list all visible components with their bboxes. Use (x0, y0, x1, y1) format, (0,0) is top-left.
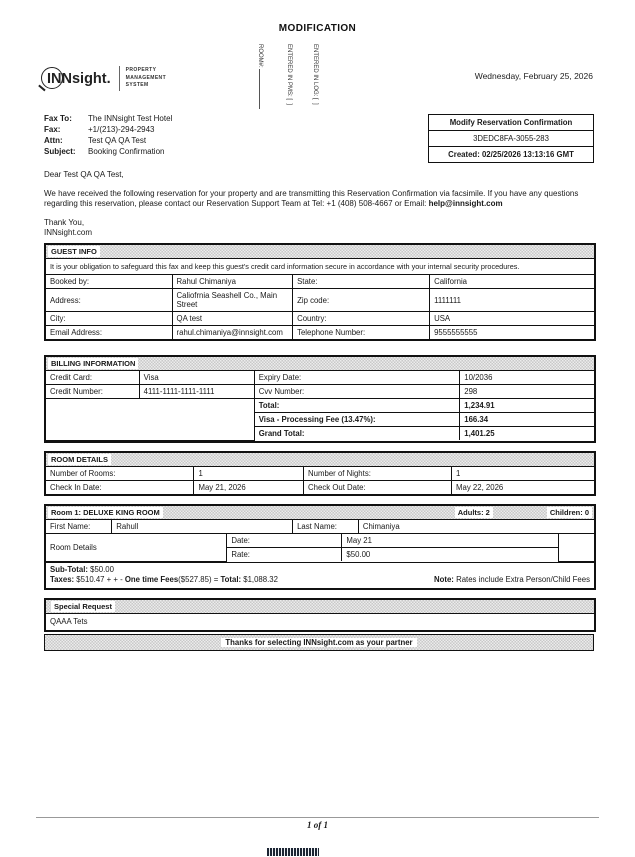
letter-body (44, 170, 596, 239)
entered-in-pms-vertical-label: ENTERED IN PMS: [ ] (286, 44, 292, 106)
taxes-line (50, 575, 590, 585)
last-name-label: Last Name: (293, 520, 359, 533)
attn-value: Test QA QA Test (88, 136, 147, 145)
confirmation-title: Modify Reservation Confirmation (429, 115, 593, 131)
innsight-logo (44, 66, 166, 91)
date-label: Date: (227, 534, 342, 548)
processing-fee-label: Visa - Processing Fee (13.47%): (254, 413, 460, 427)
rate-empty-cell (558, 534, 594, 562)
logo-brand-text: INNsight. (47, 70, 111, 87)
attn-label: Attn: (44, 136, 63, 145)
email-value: rahul.chimaniya@innsight.com (172, 326, 293, 340)
billing-table (46, 371, 594, 441)
subject-value: Booking Confirmation (88, 147, 165, 156)
expiry-value: 10/2036 (460, 371, 594, 385)
rate-value: $50.00 (342, 548, 558, 562)
one-time-fees-amount: ($527.85) = (178, 574, 221, 584)
credit-card-label: Credit Card: (46, 371, 139, 385)
country-label: Country: (293, 312, 430, 326)
guest-info-header (46, 245, 594, 259)
number-of-nights-value: 1 (452, 467, 595, 481)
state-label: State: (293, 275, 430, 289)
billing-empty-cell (46, 399, 254, 441)
taxes-amount: $510.47 + + - (74, 574, 125, 584)
rate-label: Rate: (227, 548, 342, 562)
fax-recipient-block (44, 113, 172, 157)
number-of-nights-label: Number of Nights: (304, 467, 452, 481)
email-label: Email Address: (46, 326, 172, 340)
telephone-label: Telephone Number: (293, 326, 430, 340)
room-number-line (259, 69, 265, 109)
table-row (46, 467, 594, 481)
total-value: 1,234.91 (460, 399, 594, 413)
grand-total-value: 1,401.25 (460, 427, 594, 441)
table-row (46, 534, 594, 548)
letter-signature: INNsight.com (44, 228, 93, 237)
tagline-line: PROPERTY (125, 66, 157, 73)
check-out-value: May 22, 2026 (452, 481, 595, 495)
table-row (46, 371, 594, 385)
confirmation-created: Created: 02/25/2026 13:13:16 GMT (448, 150, 574, 159)
check-out-label: Check Out Date: (304, 481, 452, 495)
thanks-bar-text: Thanks for selecting INNsight.com as your partner (221, 638, 416, 647)
table-row (46, 399, 594, 413)
room-details-title: ROOM DETAILS (48, 454, 111, 465)
total-label: Total: (254, 399, 460, 413)
fax-to-row (44, 113, 172, 124)
entered-in-log-vertical-label: ENTERED IN LOG: [ ] (312, 44, 318, 105)
credit-card-value: Visa (139, 371, 254, 385)
logo-divider (119, 66, 120, 91)
table-row (46, 520, 594, 533)
fax-to-value: The INNsight Test Hotel (88, 114, 173, 123)
room-number-vertical-label (257, 44, 265, 109)
logo-tagline (126, 67, 166, 90)
check-in-value: May 21, 2026 (194, 481, 304, 495)
room1-totals-strip (46, 562, 594, 588)
one-time-fees-label: One time Fees (124, 574, 179, 584)
city-label: City: (46, 312, 172, 326)
cvv-label: Cvv Number: (254, 385, 460, 399)
magnifier-lens-icon (41, 67, 63, 89)
tagline-line: MANAGEMENT (125, 74, 167, 81)
confirmation-code: 3DEDC8FA-3055-283 (429, 131, 593, 147)
note-text: Rates include Extra Person/Child Fees (453, 574, 590, 584)
city-value: QA test (172, 312, 293, 326)
credit-number-label: Credit Number: (46, 385, 139, 399)
fax-barcode (267, 848, 319, 856)
zip-code-label: Zip code: (293, 289, 430, 312)
billing-section (44, 355, 596, 443)
telephone-value: 9555555555 (430, 326, 594, 340)
date-value: May 21 (342, 534, 558, 548)
table-row (46, 326, 594, 340)
zip-code-value: 1111111 (430, 289, 594, 312)
room1-title: Room 1: DELUXE KING ROOM (48, 507, 163, 518)
note-label: Note: (433, 574, 454, 584)
letter-paragraph (44, 189, 596, 210)
expiry-label: Expiry Date: (254, 371, 460, 385)
special-request-header (46, 600, 594, 614)
state-value: California (430, 275, 594, 289)
room1-adults: Adults: 2 (455, 507, 493, 518)
guest-info-table (46, 275, 594, 339)
letter-thanks: Thank You, (44, 217, 85, 227)
room1-rate-table (46, 533, 594, 562)
subtotal-label: Sub-Total: (50, 564, 88, 574)
billing-title: BILLING INFORMATION (48, 358, 138, 369)
fax-number-value: +1/(213)-294-2943 (88, 125, 155, 134)
credit-number-value: 4111-1111-1111-1111 (139, 385, 254, 399)
room-details-header (46, 453, 594, 467)
special-request-section (44, 598, 596, 632)
grand-total-label: Grand Total: (254, 427, 460, 441)
reservation-confirmation-box (428, 114, 594, 163)
taxes-label: Taxes: (50, 574, 75, 584)
number-of-rooms-label: Number of Rooms: (46, 467, 194, 481)
salutation: Dear Test QA QA Test, (44, 170, 124, 179)
last-name-value: Chimaniya (358, 520, 594, 533)
room-details-cell-label: Room Details (46, 534, 227, 562)
subtotal-line (50, 565, 590, 575)
booked-by-value: Rahul Chimaniya (172, 275, 293, 289)
room-number-text: ROOM#: (257, 44, 263, 70)
guest-info-section (44, 243, 596, 341)
subtotal-value: $50.00 (87, 564, 114, 574)
first-name-value: Rahull (112, 520, 293, 533)
room-details-section (44, 451, 596, 496)
table-row (46, 481, 594, 495)
table-row (46, 275, 594, 289)
room1-section (44, 504, 596, 590)
letter-text: We have received the following reservation for your property and are transmitting this Reservation Confirmation via facsimile. If you have any questions regarding this reservation, please contact our Reservation Support Team at Tel: +1 (408) 508-4667 or Email: (44, 188, 579, 208)
table-row (46, 312, 594, 326)
room1-header (46, 506, 594, 520)
room1-name-table (46, 520, 594, 533)
fax-number-row (44, 124, 172, 135)
table-row (46, 289, 594, 312)
document-date: Wednesday, February 25, 2026 (474, 71, 593, 81)
thanks-bar (44, 634, 594, 651)
room1-total-value: $1,088.32 (241, 574, 278, 584)
processing-fee-value: 166.34 (460, 413, 594, 427)
footer-divider (36, 817, 599, 818)
room-details-table (46, 467, 594, 494)
country-value: USA (430, 312, 594, 326)
attn-row (44, 135, 172, 146)
document-title: MODIFICATION (278, 23, 357, 34)
check-in-label: Check In Date: (46, 481, 194, 495)
address-value: Caliofrnia Seashell Co., Main Street (172, 289, 293, 312)
support-email: help@innsight.com (428, 199, 503, 208)
fax-to-label: Fax To: (44, 114, 72, 123)
tagline-line: SYSTEM (125, 82, 149, 89)
innsight-logo-wordmark (44, 69, 111, 89)
fax-number-label: Fax: (44, 125, 61, 134)
room1-total-label: Total: (220, 574, 242, 584)
guest-info-title: GUEST INFO (48, 246, 100, 257)
number-of-rooms-value: 1 (194, 467, 304, 481)
table-row (46, 385, 594, 399)
page-number: 1 of 1 (307, 820, 328, 830)
billing-header (46, 357, 594, 371)
note-line (434, 575, 590, 585)
cvv-value: 298 (460, 385, 594, 399)
subject-label: Subject: (44, 147, 76, 156)
special-request-title: Special Request (51, 601, 115, 612)
subject-row (44, 146, 172, 157)
first-name-label: First Name: (46, 520, 112, 533)
booked-by-label: Booked by: (46, 275, 172, 289)
special-request-value: QAAA Tets (50, 617, 88, 626)
room1-children: Children: 0 (547, 507, 592, 518)
address-label: Address: (46, 289, 172, 312)
security-notice: It is your obligation to safeguard this fax and keep this guest's credit card information secure in accordance with your internal security procedures. (46, 259, 594, 275)
